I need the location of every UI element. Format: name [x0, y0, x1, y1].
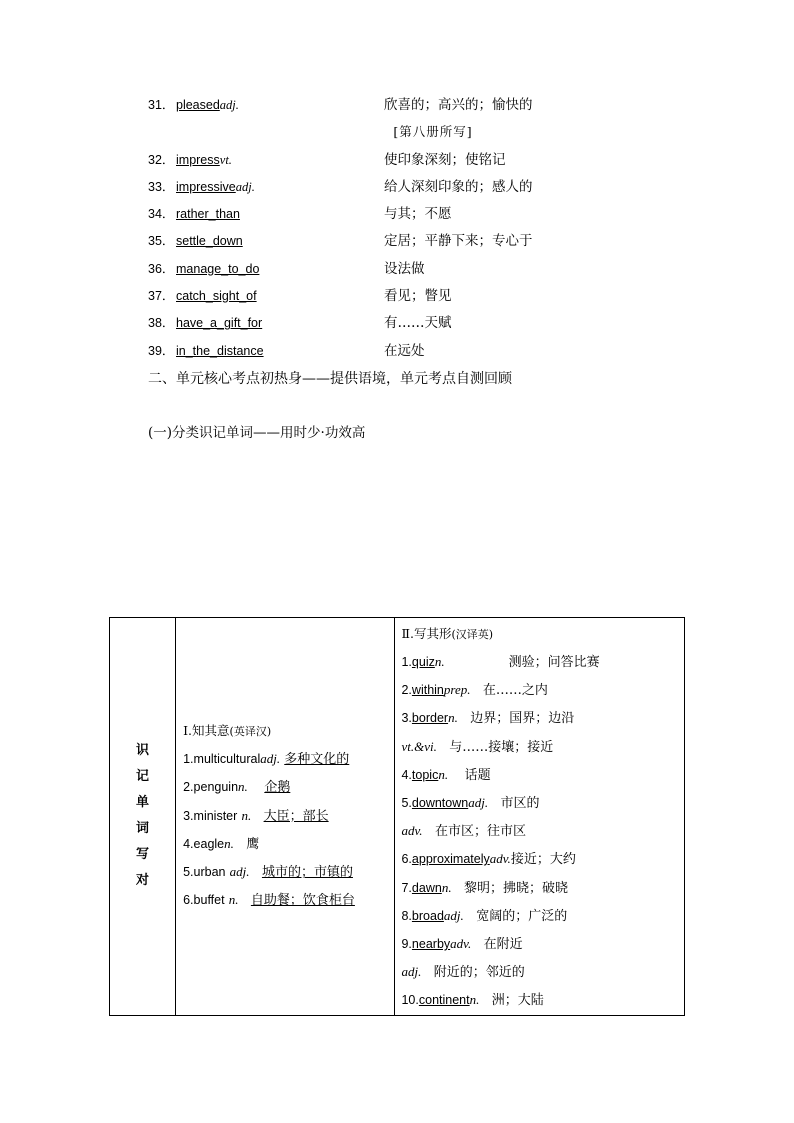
vocab-item — [148, 176, 668, 203]
part1-item — [183, 830, 394, 858]
item-label: 6.buffet — [183, 893, 225, 908]
item-answer: 多种文化的 — [284, 752, 350, 768]
line-meaning: 接近；大约 — [510, 852, 576, 868]
line-number: 1. — [401, 655, 412, 669]
part1-item — [183, 773, 394, 801]
vocab-word: catch_sight_of — [176, 289, 257, 304]
vocab-item — [148, 203, 668, 230]
line-pos: adv. — [401, 823, 423, 839]
part1-cell — [176, 618, 395, 1016]
part2-line — [401, 930, 684, 958]
item-label: 4.eagle — [183, 836, 225, 851]
line-number: 5. — [401, 796, 412, 811]
vocab-term — [176, 340, 264, 362]
vocab-meaning: 设法做 — [384, 260, 425, 277]
vocab-meaning: 有……天赋 — [384, 315, 452, 332]
vocab-meaning: 欣喜的；高兴的；愉快的 — [384, 97, 533, 113]
vocab-item — [148, 340, 668, 367]
part2-line — [401, 676, 684, 704]
part2-line — [401, 648, 684, 676]
part2-line — [401, 958, 684, 986]
side-label-char: 写 — [136, 847, 150, 863]
line-answer: topic — [411, 767, 439, 782]
vocab-number: 31． — [148, 98, 175, 112]
line-answer: downtown — [411, 796, 469, 811]
vocab-word: rather_than — [176, 207, 240, 222]
part1-item — [183, 745, 394, 773]
line-number: 2. — [401, 683, 412, 698]
part1-item — [183, 858, 394, 886]
side-label-char: 识 — [136, 743, 150, 759]
line-answer: nearby — [411, 937, 451, 952]
vocab-item — [148, 285, 668, 312]
line-answer: within — [411, 683, 444, 698]
vocab-word: impressive — [176, 179, 236, 194]
line-pos: adv. — [450, 936, 472, 952]
vocab-word: pleased — [176, 98, 220, 112]
vocab-table — [109, 617, 685, 1016]
line-meaning: 话题 — [464, 767, 491, 783]
line-answer: broad — [411, 908, 444, 923]
line-pos: n. — [448, 710, 458, 726]
vocab-term — [176, 258, 259, 280]
line-pos: n. — [438, 766, 449, 782]
part2-line — [401, 845, 684, 873]
line-pos: n. — [441, 879, 452, 895]
vocab-item — [148, 258, 668, 285]
vocab-term — [176, 230, 243, 252]
line-meaning: 宽阔的；广泛的 — [476, 908, 568, 924]
line-number: 4. — [401, 767, 412, 782]
side-label-char: 对 — [136, 873, 150, 889]
item-pos: n. — [228, 892, 239, 908]
part2-line — [401, 902, 684, 930]
vocab-term — [176, 94, 239, 116]
line-answer: continent — [418, 993, 470, 1008]
part1-item — [183, 802, 394, 830]
vocab-item — [148, 94, 668, 121]
vocab-term — [176, 176, 255, 198]
item-pos: adj. — [229, 864, 250, 880]
part2-line — [401, 986, 684, 1014]
part2-line — [401, 789, 684, 817]
item-answer: 自助餐；饮食柜台 — [250, 893, 355, 909]
vocab-term — [176, 285, 257, 307]
vocab-number: 38． — [148, 316, 175, 331]
line-number: 6. — [401, 852, 412, 867]
vocab-number: 32． — [148, 152, 175, 167]
vocab-pos: adj. — [235, 179, 255, 194]
item-answer: 城市的；市镇的 — [261, 865, 353, 881]
part2-line — [401, 761, 684, 789]
vocab-meaning: 给人深刻印象的；感人的 — [384, 178, 533, 195]
line-meaning: 洲；大陆 — [491, 993, 544, 1009]
line-pos: prep. — [443, 682, 471, 698]
item-answer: 大臣；部长 — [263, 808, 329, 824]
line-meaning: 附近的；邻近的 — [433, 965, 525, 981]
side-label-char: 单 — [136, 795, 150, 811]
line-meaning: 市区的 — [500, 796, 540, 812]
line-answer: quiz — [411, 655, 435, 669]
part2-line — [401, 874, 684, 902]
item-answer: 鹰 — [246, 836, 260, 852]
vocab-word: in_the_distance — [176, 343, 264, 358]
side-label-char: 词 — [136, 821, 150, 837]
item-label: 3.minister — [183, 808, 238, 823]
line-number: 3. — [401, 711, 412, 726]
line-pos: adj. — [401, 964, 422, 980]
section-heading: 二、单元核心考点初热身——提供语境，单元考点自测回顾 — [148, 371, 512, 387]
vocab-number: 37． — [148, 289, 175, 304]
book-tag: [第八册所写] — [393, 124, 473, 140]
vocab-item — [148, 230, 668, 257]
item-pos: n. — [241, 807, 252, 823]
line-meaning: 在……之内 — [482, 683, 548, 699]
vocab-meaning: 看见；瞥见 — [384, 288, 452, 305]
part2-title-note: (汉译英) — [451, 628, 494, 641]
line-meaning: 黎明；拂晓；破晓 — [463, 880, 568, 896]
line-meaning: 测验；问答比赛 — [508, 655, 600, 670]
item-label: 5.urban — [183, 865, 226, 880]
line-meaning: 边界；国界；边沿 — [470, 711, 575, 727]
vocab-meaning: 与其；不愿 — [384, 206, 452, 223]
part2-line — [401, 704, 684, 732]
line-meaning: 与……接壤；接近 — [449, 739, 554, 755]
line-answer: dawn — [411, 880, 442, 895]
line-meaning: 在市区；往市区 — [434, 824, 526, 840]
item-pos: adj. — [260, 751, 281, 767]
item-answer: 企鹅 — [264, 780, 291, 796]
side-label — [110, 618, 176, 1016]
vocab-word: impress — [176, 152, 220, 167]
vocab-pos: vt. — [219, 152, 232, 167]
line-pos: n. — [434, 654, 445, 669]
line-answer: border — [411, 711, 449, 726]
line-number: 9. — [401, 937, 412, 952]
line-pos: vt.&vi. — [401, 738, 437, 754]
vocab-meaning: 定居；平静下来；专心于 — [384, 233, 533, 250]
vocab-number: 39． — [148, 343, 175, 358]
vocab-term — [176, 203, 240, 225]
line-number: 8. — [401, 908, 412, 923]
vocab-number: 34． — [148, 207, 175, 222]
subsection-heading: (一)分类识记单词——用时少·功效高 — [148, 425, 366, 441]
vocab-term — [176, 312, 262, 334]
vocab-term — [176, 149, 232, 171]
line-pos: n. — [469, 992, 480, 1008]
item-label: 1.multicultural — [183, 752, 261, 767]
vocab-word: have_a_gift_for — [176, 316, 263, 331]
part1-title-text: Ⅰ.知其意 — [183, 723, 230, 739]
part1-item — [183, 886, 394, 914]
part1-title-note: (英译汉) — [229, 725, 272, 739]
vocab-meaning: 在远处 — [384, 342, 425, 359]
vocab-list — [148, 94, 668, 367]
line-pos: adj. — [443, 907, 464, 923]
side-label-char: 记 — [136, 769, 150, 785]
part1-title — [183, 718, 394, 745]
vocab-word: manage_to_do — [176, 261, 260, 276]
vocab-number: 33． — [148, 179, 175, 194]
item-label: 2.penguin — [183, 780, 239, 795]
vocab-pos: adj. — [219, 98, 239, 112]
part2-line — [401, 733, 684, 761]
vocab-number: 36． — [148, 261, 175, 276]
line-number: 7. — [401, 880, 412, 895]
part2-line — [401, 817, 684, 845]
line-pos: adv. — [489, 851, 511, 867]
part2-title — [401, 621, 684, 648]
line-answer: approximately — [411, 852, 490, 867]
line-number: 10. — [401, 993, 419, 1008]
part2-cell — [395, 618, 685, 1016]
line-meaning: 在附近 — [483, 937, 523, 953]
vocab-item — [148, 312, 668, 339]
part2-title-text: Ⅱ.写其形 — [401, 626, 452, 641]
line-pos: adj. — [468, 795, 489, 811]
vocab-item — [148, 149, 668, 176]
vocab-number: 35． — [148, 234, 175, 249]
vocab-word: settle_down — [176, 234, 243, 249]
item-pos: n. — [238, 779, 248, 795]
item-pos: n. — [224, 835, 234, 851]
vocab-meaning: 使印象深刻；使铭记 — [384, 151, 506, 168]
